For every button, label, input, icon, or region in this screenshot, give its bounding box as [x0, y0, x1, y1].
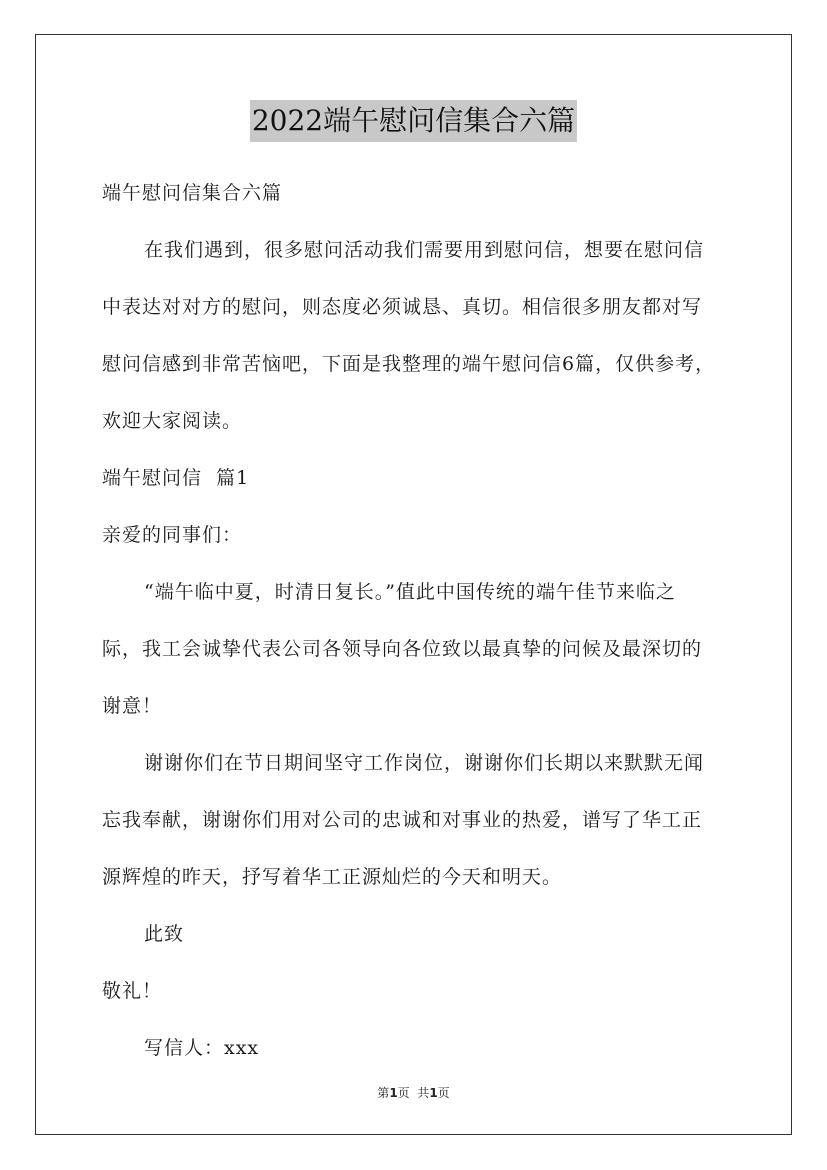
intro-line: 欢迎大家阅读。: [102, 410, 243, 432]
intro-line: 慰问信感到非常苦恼吧，下面是我整理的端午慰问信6篇，仅供参考，: [102, 353, 716, 375]
intro-paragraph-cont: [102, 345, 742, 383]
regards: 敬礼！: [102, 980, 163, 1002]
para2-line: 源辉煌的昨天，抒写着华工正源灿烂的今天和明天。: [102, 866, 563, 888]
letter-paragraph-1-cont: [102, 687, 742, 725]
para1-line: “端午临中夏，时清日复长。”值此中国传统的端午佳节来临之: [144, 581, 676, 603]
page-suffix: 页: [437, 1086, 450, 1100]
para2-line: 忘我奉献，谢谢你们用对公司的忠诚和对事业的热爱，谱写了华工正: [102, 809, 703, 831]
page-footer: [0, 1084, 827, 1101]
salutation: 亲爱的同事们：: [102, 524, 243, 546]
letter-paragraph-2-cont: [102, 858, 742, 896]
page-total: 1: [429, 1086, 438, 1100]
signature: 写信人：xxx: [144, 1037, 260, 1059]
section-heading: 端午慰问信 篇1: [102, 467, 250, 489]
intro-paragraph-cont: [102, 402, 742, 440]
page-number: 1: [389, 1086, 398, 1100]
letter-paragraph-1-cont: [102, 630, 742, 668]
intro-line: 中表达对对方的慰问，则态度必须诚恳、真切。相信很多朋友都对写: [102, 296, 703, 318]
page-prefix: 第: [377, 1086, 390, 1100]
intro-paragraph: [102, 231, 742, 269]
page-mid: 页 共: [397, 1086, 430, 1100]
intro-line: 在我们遇到，很多慰问活动我们需要用到慰问信，想要在慰问信: [144, 239, 705, 261]
document-body: [102, 174, 742, 1067]
closing: 此致: [144, 923, 185, 945]
para1-line: 谢意！: [102, 695, 163, 717]
letter-paragraph-2-cont: [102, 801, 742, 839]
document-title: 2022端午慰问信集合六篇: [250, 100, 577, 142]
para2-line: 谢谢你们在节日期间坚守工作岗位，谢谢你们长期以来默默无闻: [144, 752, 705, 774]
intro-paragraph-cont: [102, 288, 742, 326]
subtitle: 端午慰问信集合六篇: [102, 182, 283, 204]
letter-paragraph-1: [102, 573, 742, 611]
title-wrap: [0, 100, 827, 142]
para1-line: 际，我工会诚挚代表公司各领导向各位致以最真挚的问候及最深切的: [102, 638, 703, 660]
letter-paragraph-2: [102, 744, 742, 782]
